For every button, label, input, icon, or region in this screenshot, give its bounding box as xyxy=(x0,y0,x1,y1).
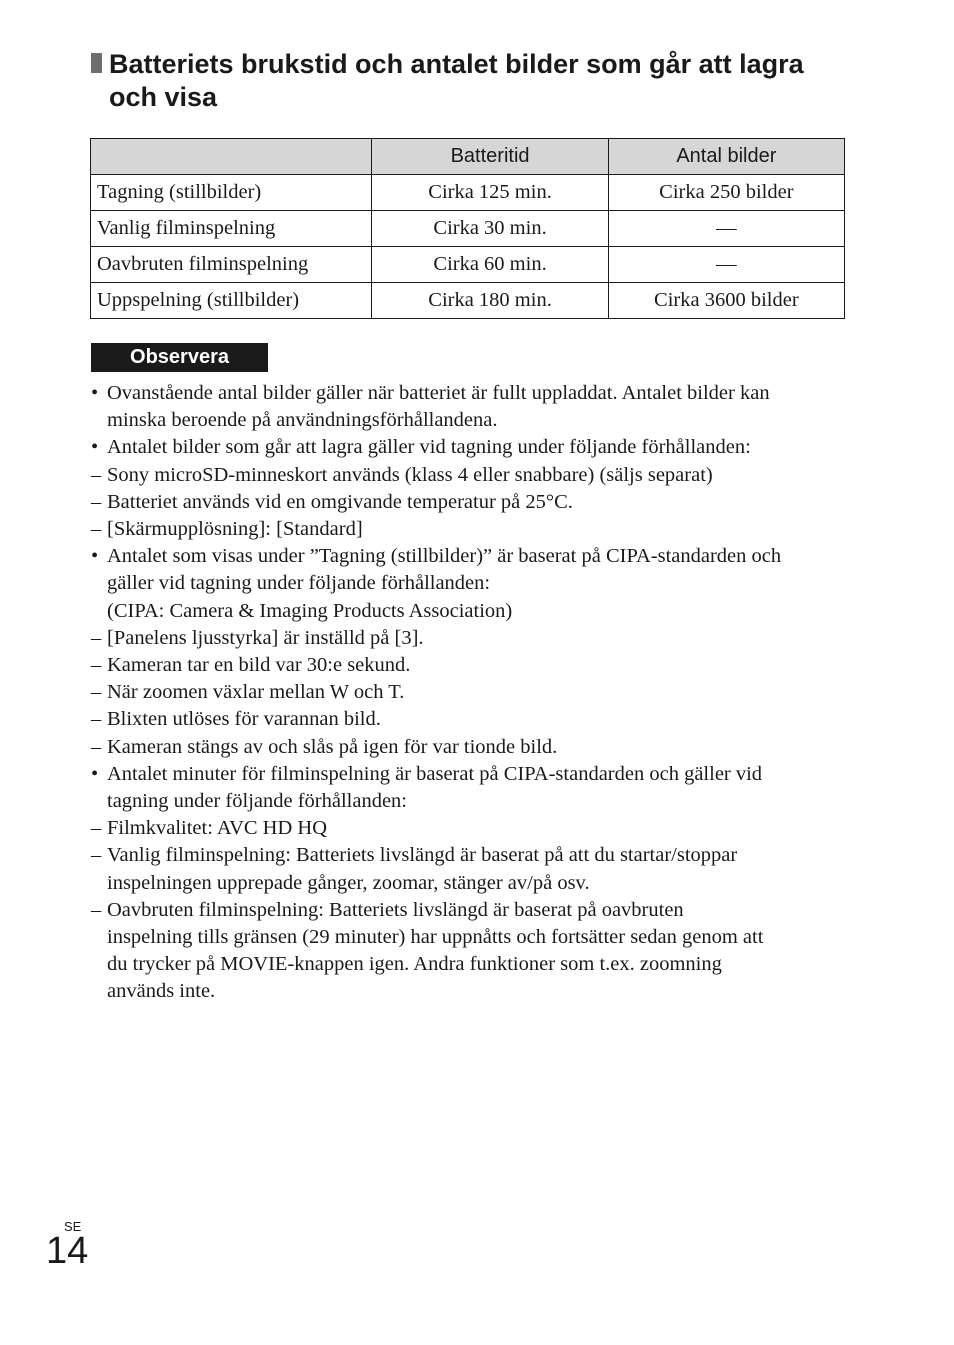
notice-badge: Observera xyxy=(91,343,268,372)
note-line: Kameran stängs av och slås på igen för var tionde bild. xyxy=(107,735,558,758)
bullet-icon: • xyxy=(91,762,99,785)
table-row xyxy=(91,247,845,283)
sub-item xyxy=(91,679,851,706)
table-header-row xyxy=(91,139,845,175)
page-language-code: SE xyxy=(64,1219,82,1234)
dash-icon: – xyxy=(91,654,102,677)
note-line: gäller vid tagning under följande förhållanden: xyxy=(107,572,491,595)
header-picture-count: Antal bilder xyxy=(608,139,844,175)
note-line: Antalet som visas under ”Tagning (stillbilder)” är baserat på CIPA-standarden och xyxy=(107,545,782,568)
dash-icon: – xyxy=(91,463,102,486)
note-line: Kameran tar en bild var 30:e sekund. xyxy=(107,654,411,677)
note-line: inspelning tills gränsen (29 minuter) har uppnåtts och fortsätter sedan genom att xyxy=(107,926,764,949)
section-heading xyxy=(91,48,861,114)
bullet-icon: • xyxy=(91,545,99,568)
table-cell-count: Cirka 3600 bilder xyxy=(608,283,844,319)
dash-icon: – xyxy=(91,844,102,867)
table-row xyxy=(91,211,845,247)
sub-item xyxy=(91,462,851,489)
dash-icon: – xyxy=(91,735,102,758)
sub-item xyxy=(91,625,851,652)
table-cell-count: — xyxy=(608,211,844,247)
sub-item xyxy=(91,842,851,896)
note-line: Sony microSD-minneskort används (klass 4 eller snabbare) (säljs separat) xyxy=(107,463,713,486)
notes-list xyxy=(91,380,851,1006)
sub-item xyxy=(91,897,851,1006)
note-line: Vanlig filminspelning: Batteriets livslängd är baserat på att du startar/stoppar xyxy=(107,844,738,867)
dash-icon: – xyxy=(91,681,102,704)
dash-icon: – xyxy=(91,518,102,541)
note-line: inspelningen upprepade gånger, zoomar, stänger av/på osv. xyxy=(107,871,590,894)
note-line: Ovanstående antal bilder gäller när batteriet är fullt uppladdat. Antalet bilder kan xyxy=(107,382,770,404)
dash-icon: – xyxy=(91,817,102,840)
header-empty xyxy=(91,139,372,175)
table-cell-time: Cirka 180 min. xyxy=(372,283,608,319)
note-line: Antalet minuter för filminspelning är baserat på CIPA-standarden och gäller vid xyxy=(107,762,763,785)
note-line: Batteriet används vid en omgivande temperatur på 25°C. xyxy=(107,490,573,513)
dash-icon: – xyxy=(91,708,102,731)
bullet-icon: • xyxy=(91,436,99,459)
table-cell-count: — xyxy=(608,247,844,283)
table-cell-mode: Vanlig filminspelning xyxy=(91,211,372,247)
note-line: [Panelens ljusstyrka] är inställd på [3]. xyxy=(107,626,424,649)
heading-line-2: och visa xyxy=(109,82,218,112)
list-item xyxy=(91,380,851,434)
table-cell-mode: Uppspelning (stillbilder) xyxy=(91,283,372,319)
bullet-icon: • xyxy=(91,382,99,404)
table-row xyxy=(91,283,845,319)
sub-item xyxy=(91,652,851,679)
note-line: När zoomen växlar mellan W och T. xyxy=(107,681,405,704)
table-cell-mode: Tagning (stillbilder) xyxy=(91,175,372,211)
battery-table xyxy=(90,138,845,319)
sub-item xyxy=(91,516,851,543)
table-cell-time: Cirka 125 min. xyxy=(372,175,608,211)
note-line: Oavbruten filminspelning: Batteriets livslängd är baserat på oavbruten xyxy=(107,898,684,921)
dash-icon: – xyxy=(91,898,102,921)
list-item xyxy=(91,543,851,625)
header-battery-time: Batteritid xyxy=(372,139,608,175)
sub-item xyxy=(91,706,851,733)
note-line: [Skärmupplösning]: [Standard] xyxy=(107,518,363,541)
table-cell-count: Cirka 250 bilder xyxy=(608,175,844,211)
note-line: Filmkvalitet: AVC HD HQ xyxy=(107,817,328,840)
heading-marker-icon xyxy=(91,53,102,73)
note-line: minska beroende på användningsförhållandena. xyxy=(107,409,498,432)
note-line: används inte. xyxy=(107,980,216,1003)
list-item xyxy=(91,761,851,815)
table-row xyxy=(91,175,845,211)
page-number: 14 xyxy=(46,1230,89,1272)
sub-item xyxy=(91,489,851,516)
dash-icon: – xyxy=(91,626,102,649)
note-line: (CIPA: Camera & Imaging Products Association) xyxy=(107,599,513,622)
dash-icon: – xyxy=(91,490,102,513)
list-item xyxy=(91,434,851,461)
table-cell-time: Cirka 60 min. xyxy=(372,247,608,283)
sub-item xyxy=(91,734,851,761)
note-line: Blixten utlöses för varannan bild. xyxy=(107,708,381,731)
table-cell-time: Cirka 30 min. xyxy=(372,211,608,247)
note-line: du trycker på MOVIE-knappen igen. Andra funktioner som t.ex. zoomning xyxy=(107,953,722,976)
table-cell-mode: Oavbruten filminspelning xyxy=(91,247,372,283)
heading-line-1: Batteriets brukstid och antalet bilder som går att lagra xyxy=(109,49,804,79)
sub-item xyxy=(91,815,851,842)
note-line: Antalet bilder som går att lagra gäller vid tagning under följande förhållanden: xyxy=(107,436,751,459)
note-line: tagning under följande förhållanden: xyxy=(107,790,407,813)
